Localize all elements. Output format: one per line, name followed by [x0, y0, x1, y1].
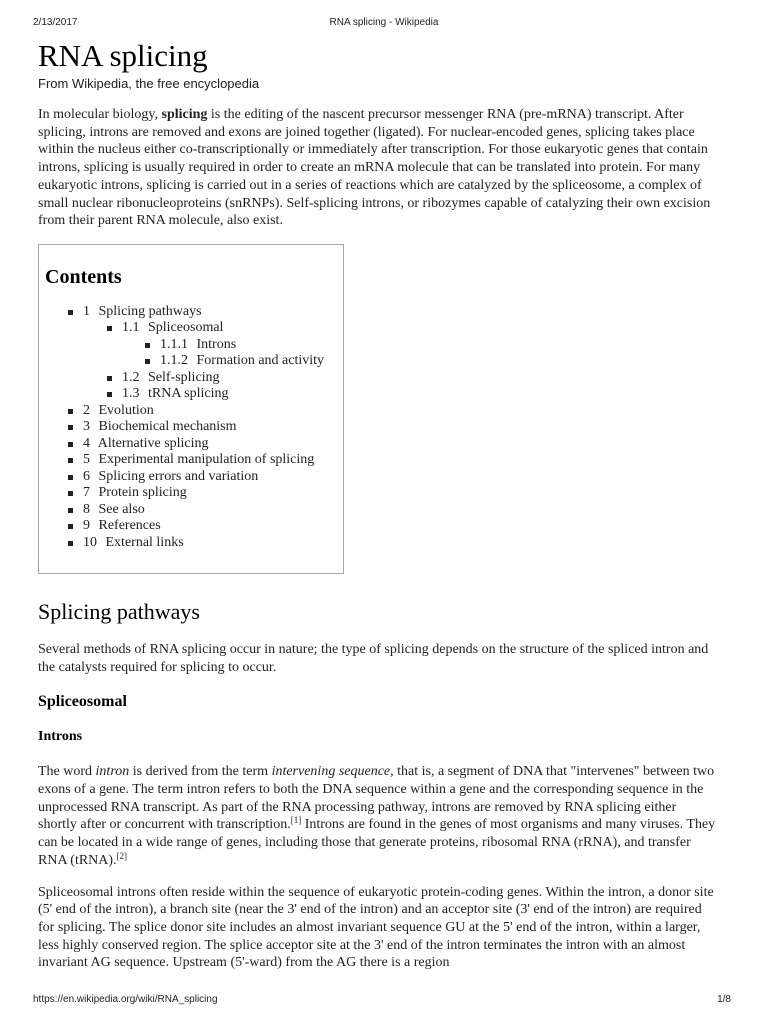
- toc-label: Spliceosomal: [148, 320, 224, 336]
- toc-item-self-splicing[interactable]: [45, 370, 343, 387]
- toc-number: 2: [83, 402, 90, 418]
- toc-list: [45, 304, 343, 552]
- toc-item-trna-splicing[interactable]: [45, 386, 343, 403]
- article: [38, 38, 718, 972]
- introns-paragraph-1: [38, 763, 718, 869]
- toc-number: 1.3: [122, 386, 140, 402]
- toc-item-formation-and-activity[interactable]: [45, 353, 343, 370]
- toc-number: 1.2: [122, 369, 140, 385]
- page-title: RNA splicing: [38, 38, 208, 73]
- text-run: The word: [38, 764, 96, 780]
- toc-number: 7: [83, 485, 90, 501]
- toc-number: 1.1.2: [160, 353, 188, 369]
- print-footer: [0, 994, 768, 1008]
- toc-label: Alternative splicing: [97, 435, 209, 451]
- text-run: Introns are found in the genes of most organisms and many viruses. They can be located in a wide range of genes, including those that generate proteins, ribosomal RNA (rRNA), and transfer RNA (tRNA).: [38, 817, 716, 868]
- text-run: is derived from the term: [129, 764, 272, 780]
- italic-term: intron: [95, 764, 130, 780]
- splicing-pathways-paragraph: Several methods of RNA splicing occur in nature; the type of splicing depends on the structure of the spliced intron and the catalysts required for splicing to occur.: [38, 641, 709, 675]
- section-heading-introns: Introns: [38, 729, 83, 745]
- print-page-title: RNA splicing - Wikipedia: [329, 17, 439, 28]
- introns-paragraph-2: Spliceosomal introns often reside within the sequence of eukaryotic protein-coding genes. Within the intron, a donor site (5' end of the intron), a branch site (near the 3' end of the intron) and an acceptor site (3' end of the intron) are required for splicing. The splice donor site includes an almost invariant sequence GU at the 5' end of the intron, within a larger, less highly conserved region. The splice acceptor site at the 3' end of the intron terminates the intron with an almost invariant AG sequence. Upstream (5'-ward) from the AG there is a region: [38, 884, 714, 971]
- toc-number: 9: [83, 518, 90, 534]
- toc-label: Splicing errors and variation: [98, 468, 259, 484]
- print-url: https://en.wikipedia.org/wiki/RNA_splicing: [33, 994, 218, 1005]
- citation-link[interactable]: [1]: [290, 815, 302, 826]
- toc-number: 4: [83, 435, 90, 451]
- section-heading-spliceosomal: Spliceosomal: [38, 693, 127, 711]
- toc-item-alternative-splicing[interactable]: [45, 436, 343, 453]
- italic-term: intervening sequence: [271, 764, 391, 780]
- lead-text-start: In molecular biology,: [38, 107, 162, 122]
- toc-item-references[interactable]: [45, 518, 343, 535]
- toc-label: Biochemical mechanism: [98, 419, 237, 435]
- section-heading-splicing-pathways: Splicing pathways: [38, 598, 200, 624]
- toc-item-splicing-pathways[interactable]: [45, 304, 343, 321]
- toc-label: tRNA splicing: [148, 386, 229, 402]
- print-date: 2/13/2017: [33, 17, 78, 28]
- toc-item-spliceosomal[interactable]: [45, 320, 343, 337]
- toc-label: Splicing pathways: [98, 303, 202, 319]
- toc-item-external-links[interactable]: [45, 535, 343, 552]
- toc-item-evolution[interactable]: [45, 403, 343, 420]
- toc-number: 6: [83, 468, 90, 484]
- table-of-contents: [38, 244, 344, 574]
- toc-label: Introns: [196, 336, 237, 352]
- site-tagline: From Wikipedia, the free encyclopedia: [38, 76, 260, 91]
- text-run: , that is, a segment of DNA that "intervenes" between two exons of a gene. The term intron refers to both the DNA sequence within a gene and the corresponding sequence in the unprocessed RNA transcript. As part of the RNA processing pathway, introns are removed by RNA splicing either shortly after or concurrent with transcription.: [38, 764, 715, 833]
- toc-label: Formation and activity: [196, 353, 325, 369]
- toc-label: Protein splicing: [98, 485, 187, 501]
- toc-label: Evolution: [98, 402, 154, 418]
- lead-paragraph: [38, 106, 718, 230]
- toc-number: 5: [83, 452, 90, 468]
- toc-label: References: [98, 518, 161, 534]
- toc-label: Experimental manipulation of splicing: [98, 452, 315, 468]
- citation-link[interactable]: [2]: [116, 850, 128, 861]
- toc-item-experimental-manipulation[interactable]: [45, 452, 343, 469]
- toc-title: Contents: [45, 265, 122, 288]
- toc-label: External links: [105, 534, 184, 550]
- toc-number: 10: [83, 534, 97, 550]
- toc-item-protein-splicing[interactable]: [45, 485, 343, 502]
- toc-item-introns[interactable]: [45, 337, 343, 354]
- lead-bold-term: splicing: [161, 107, 208, 122]
- toc-number: 1.1: [122, 320, 140, 336]
- toc-label: Self-splicing: [148, 369, 220, 385]
- print-page-number: 1/8: [717, 994, 731, 1005]
- lead-text-rest: is the editing of the nascent precursor messenger RNA (pre-mRNA) transcript. After splicing, introns are removed and exons are joined together (ligated). For nuclear-encoded genes, splicing takes place within the nucleus either co-transcriptionally or immediately after transcription. For those eukaryotic genes that contain introns, splicing is usually required in order to create an mRNA molecule that can be translated into protein. For many eukaryotic introns, splicing is carried out in a series of reactions which are catalyzed by the spliceosome, a complex of small nuclear ribonucleoproteins (snRNPs). Self-splicing introns, or ribozymes capable of catalyzing their own excision from their parent RNA molecule, also exist.: [38, 107, 711, 229]
- toc-number: 8: [83, 501, 90, 517]
- print-header: [0, 17, 768, 31]
- toc-number: 3: [83, 419, 90, 435]
- toc-label: See also: [98, 501, 145, 517]
- toc-item-splicing-errors[interactable]: [45, 469, 343, 486]
- toc-number: 1: [83, 303, 90, 319]
- toc-item-see-also[interactable]: [45, 502, 343, 519]
- toc-number: 1.1.1: [160, 336, 188, 352]
- toc-item-biochemical-mechanism[interactable]: [45, 419, 343, 436]
